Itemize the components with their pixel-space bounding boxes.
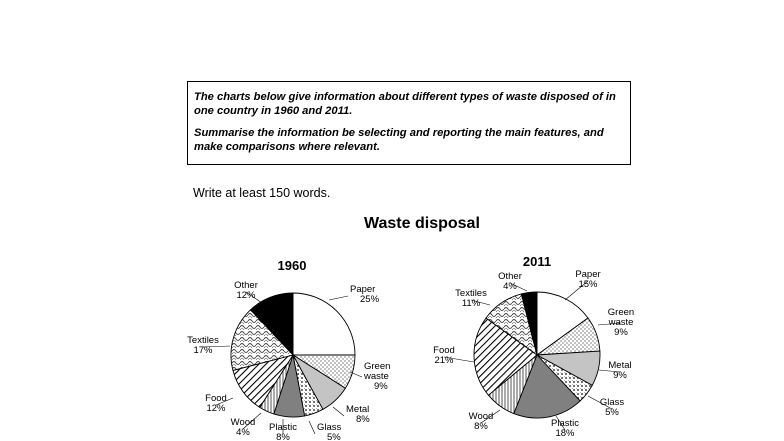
category-label: Glass xyxy=(317,422,342,433)
value-label: 12% xyxy=(206,403,226,414)
value-label: 21% xyxy=(434,355,454,366)
value-label: 15% xyxy=(578,279,598,290)
category-label: Paper xyxy=(350,284,376,295)
category-label: Food xyxy=(433,345,455,356)
pie-title-1960: 1960 xyxy=(277,258,307,273)
label-1960-other xyxy=(234,280,258,301)
label-1960-metal xyxy=(346,404,370,425)
label-1960-textiles xyxy=(187,335,219,356)
label-2011-other xyxy=(498,271,522,292)
label-1960-food xyxy=(205,393,227,414)
category-label: Plastic xyxy=(269,422,297,433)
label-2011-wood xyxy=(469,411,494,432)
task-text-2: Summarise the information be selecting and reporting the main features, and make comparisons where relevant. xyxy=(194,127,604,153)
category-label: Textiles xyxy=(187,335,219,346)
value-label: 8% xyxy=(356,414,370,425)
task-text-1: The charts below give information about different types of waste disposed of in one country in 1960 and 2011. xyxy=(194,91,616,117)
category-label: Wood xyxy=(468,411,494,422)
pie-title-2011: 2011 xyxy=(522,254,552,269)
label-1960-wood xyxy=(231,417,256,438)
category-label: waste xyxy=(364,371,389,382)
category-label: waste xyxy=(608,317,634,328)
value-label: 4% xyxy=(503,281,517,292)
label-2011-green-waste xyxy=(608,307,635,338)
leader-1960-glass xyxy=(309,421,315,434)
category-label: Other xyxy=(498,271,522,282)
label-2011-textiles xyxy=(455,288,487,309)
value-label: 9% xyxy=(613,370,627,381)
value-label: 11% xyxy=(461,298,481,309)
word-count-instruction: Write at least 150 words. xyxy=(193,186,331,200)
label-2011-paper xyxy=(575,269,600,290)
category-label: Food xyxy=(205,393,227,404)
category-label: Textiles xyxy=(455,288,487,299)
value-label: 5% xyxy=(327,432,341,441)
value-label: 5% xyxy=(605,407,619,418)
value-label: 8% xyxy=(276,432,290,441)
leader-1960-paper xyxy=(329,296,348,300)
category-label: Glass xyxy=(599,397,625,408)
value-label: 9% xyxy=(374,381,388,392)
leader-1960-metal xyxy=(333,407,344,416)
label-1960-glass xyxy=(317,422,342,441)
label-2011-plastic xyxy=(551,418,579,439)
category-label: Green xyxy=(364,361,391,372)
chart-title: Waste disposal xyxy=(364,215,480,232)
label-1960-green-waste xyxy=(363,361,390,392)
category-label: Plastic xyxy=(551,418,579,429)
slice-1960-paper xyxy=(293,293,355,355)
category-label: Paper xyxy=(575,269,601,280)
label-2011-glass xyxy=(600,397,625,418)
value-label: 8% xyxy=(474,421,488,432)
category-label: Green xyxy=(607,307,635,318)
category-label: Metal xyxy=(346,404,370,415)
value-label: 9% xyxy=(614,327,628,338)
value-label: 25% xyxy=(360,294,380,305)
label-1960-paper xyxy=(350,284,380,305)
category-label: Other xyxy=(234,280,258,291)
category-label: Metal xyxy=(608,360,632,371)
value-label: 18% xyxy=(555,428,575,439)
category-label: Wood xyxy=(230,417,256,428)
label-1960-plastic xyxy=(269,422,297,441)
value-label: 17% xyxy=(193,345,213,356)
label-2011-metal xyxy=(608,360,631,381)
label-2011-food xyxy=(433,345,455,366)
value-label: 4% xyxy=(236,427,250,438)
value-label: 12% xyxy=(236,290,256,301)
